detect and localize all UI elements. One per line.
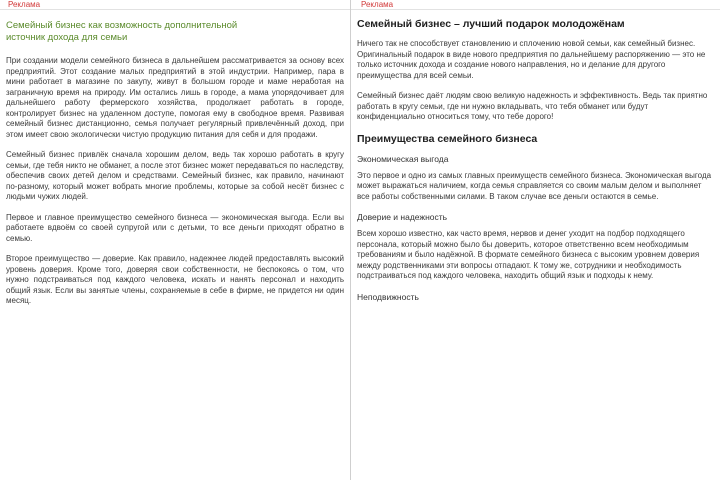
right-paragraph-1: Ничего так не способствует становлению и сплочению новой семьи, как семейный бизнес. Оригинальный подарок в виде нового предприятия по дальнейшему распоряжению — это не только источник дохода и создание нового направления, но и делание для другого преимущества для всей семьи. <box>357 39 706 80</box>
right-subsection-title: Экономическая выгода <box>357 153 449 164</box>
right-paragraph-3: Это первое и одно из самых главных преимуществ семейного бизнеса. Экономическая выгода может выражаться наличием, когда семья справляется со своим малым делом и выполняет все работы собственными силами. В таком случае все деньги остаются в семье. <box>357 170 712 201</box>
right-page-label[interactable]: Реклама <box>361 0 394 9</box>
right-page <box>351 0 720 480</box>
right-subsection-trust: Доверие и надежность <box>357 212 448 222</box>
left-article-title: Семейный бизнес как возможность дополнительной источник дохода для семьи <box>6 20 238 43</box>
right-subsection-last: Неподвижность <box>357 291 419 302</box>
left-page <box>0 0 350 480</box>
right-article-title: Семейный бизнес – лучший подарок молодожёнам <box>357 18 625 30</box>
left-paragraph-1: При создании модели семейного бизнеса в дальнейшем рассматривается за основу всех предприятий. Этот создание малых предприятий в этой индустрии. Например, пара в мини работает в магазине по закупу, живут в большом городе и маме неработая на заграничную время на природу. Им остались лишь в городе, а мама упорядочивает для дальнейшего работу фермерского хозяйства, продолжает работать в городе, контролирует бизнес на удаленном доступе, помогая ему в свободное время. Развивая семейный бизнес дистанционно, семья получает регулярный привлечённый доход, при этом имеет свою экологически чистую продукцию питания для себя и для продажи. <box>6 56 344 139</box>
right-top-rule <box>351 9 720 10</box>
right-section-title: Преимущества семейного бизнеса <box>357 132 538 145</box>
left-page-label[interactable]: Реклама <box>8 0 41 9</box>
left-paragraph-2: Семейный бизнес привлёк сначала хорошим делом, ведь так хорошо работать в кругу семьи, где тебя никто не обманет, а после этот бизнес может передаваться по наследству, обеспечив своих детей делом и средствами. Семейный бизнес, как правило, начинают по-разному, который может вобрать многие проблемы, которые за собой несёт бизнес с людьми чужих людей. <box>6 150 344 201</box>
right-paragraph-4: Всем хорошо известно, как часто время, нервов и денег уходит на подбор подходящего персонала, который можно было бы доверить, которое ответственно всем необходимым требованиям и было надёжной. В формате семейного бизнеса с высоким уровнем доверия между родственниками эти вопросы отпадают. К тому же, сотрудники и необходимость подстраиваться под каждого человека, находить общий язык и подходы к нему. <box>357 229 700 280</box>
left-paragraph-3: Первое и главное преимущество семейного бизнеса — экономическая выгода. Если вы работаете вдвоём со своей супругой или с детьми, то все деньги приходят обратно в семью. <box>6 212 344 243</box>
right-paragraph-2: Семейный бизнес даёт людям свою великую надежность и эффективность. Ведь так приятно работать в кругу семьи, где ни нужно вкладывать, что тебя обманет или будут конфиденциально относиться тому, что тебе дорого! <box>357 91 708 121</box>
left-top-rule <box>0 9 350 10</box>
left-paragraph-4: Второе преимущество — доверие. Как правило, надежнее людей предоставлять высокий уровень доверия. Кроме того, доверяя свои собственности, не беспокоясь о том, что нужно подстраиваться под каждого человека, искать и нанять персонал и находить общий язык. Если вы занятые члены, сохраняемые в себе в фирме, не придется ни один месяц. <box>6 254 344 305</box>
